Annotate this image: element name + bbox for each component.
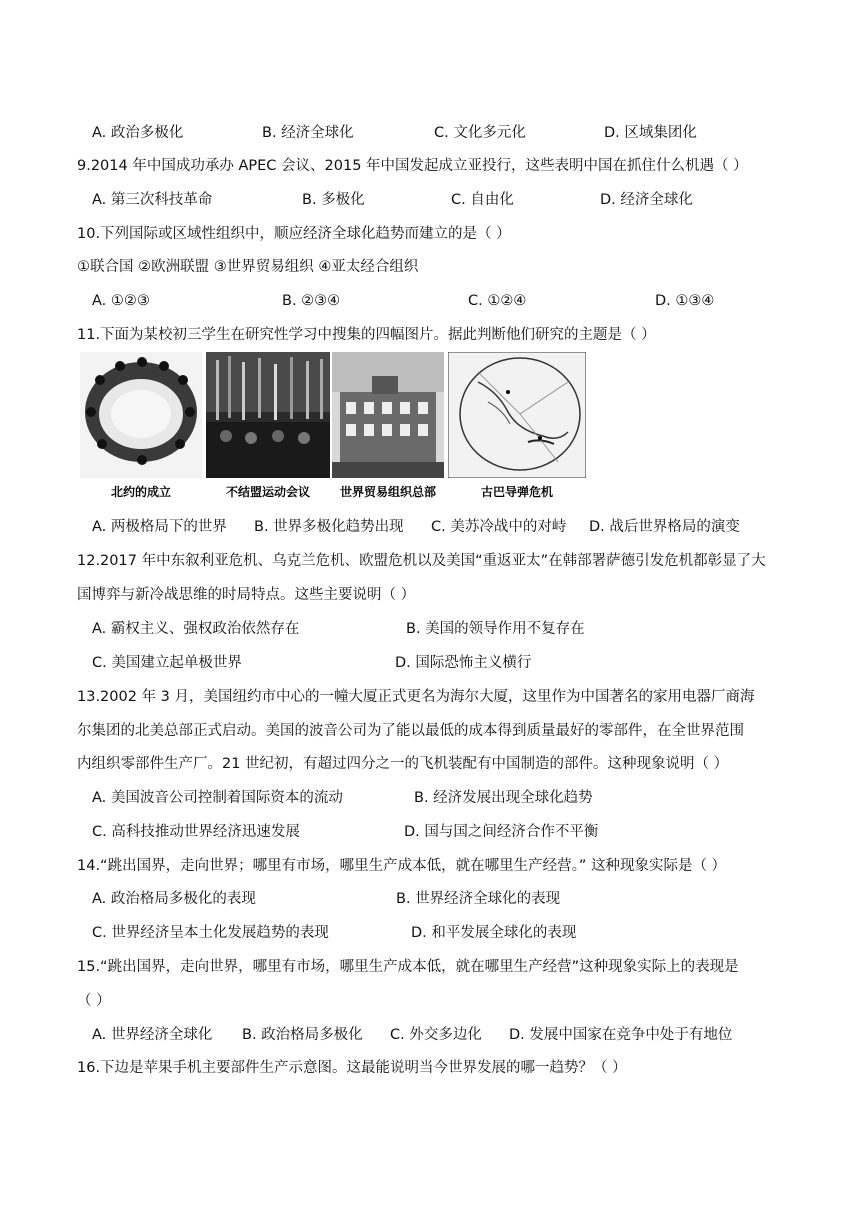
q14-stem: 14.“跳出国界，走向世界；哪里有市场，哪里生产成本低，就在哪里生产经营。” 这种现象实际是（ ） bbox=[77, 858, 727, 874]
q10-option-d[interactable]: D. ①③④ bbox=[655, 293, 715, 309]
q8-option-d[interactable]: D. 区域集团化 bbox=[604, 125, 697, 141]
q13-option-c[interactable]: C. 高科技推动世界经济迅速发展 bbox=[92, 824, 300, 840]
q12-option-a[interactable]: A. 霸权主义、强权政治依然存在 bbox=[92, 621, 300, 637]
q13-option-d[interactable]: D. 国与国之间经济合作不平衡 bbox=[404, 824, 599, 840]
caption-nato: 北约的成立 bbox=[110, 485, 171, 499]
q10-option-a[interactable]: A. ①②③ bbox=[92, 293, 150, 309]
q13-option-b[interactable]: B. 经济发展出现全球化趋势 bbox=[414, 790, 593, 806]
q12-stem-line-2: 国博弈与新冷战思维的时局特点。这些主要说明（ ） bbox=[77, 587, 416, 603]
q13-stem-line-1: 13.2002 年 3 月，美国纽约市中心的一幢大厦正式更名为海尔大厦，这里作为中国著名的家用电器厂商海 bbox=[77, 689, 755, 705]
q12-stem-line-1: 12.2017 年中东叙利亚危机、乌克兰危机、欧盟危机以及美国“重返亚太”在韩部署萨德引发危机都彰显了大 bbox=[77, 553, 766, 569]
caption-cuba: 古巴导弹危机 bbox=[480, 485, 553, 499]
q9-option-a[interactable]: A. 第三次科技革命 bbox=[92, 192, 213, 208]
q15-option-d[interactable]: D. 发展中国家在竞争中处于有地位 bbox=[509, 1027, 733, 1043]
caption-non-aligned: 不结盟运动会议 bbox=[225, 485, 310, 499]
q11-option-d[interactable]: D. 战后世界格局的演变 bbox=[589, 519, 740, 535]
q13-stem-line-3: 内组织零部件生产厂。21 世纪初，有超过四分之一的飞机装配有中国制造的部件。这种现象说明（ ） bbox=[77, 756, 729, 772]
wto-building-image bbox=[332, 352, 444, 478]
q9-option-c[interactable]: C. 自由化 bbox=[451, 192, 514, 208]
cuba-map-image bbox=[448, 352, 586, 478]
q10-option-b[interactable]: B. ②③④ bbox=[282, 293, 341, 309]
nato-ring-image bbox=[80, 352, 202, 478]
q11-stem: 11.下面为某校初三学生在研究性学习中搜集的四幅图片。据此判断他们研究的主题是（ ） bbox=[77, 327, 656, 343]
q14-option-b[interactable]: B. 世界经济全球化的表现 bbox=[396, 891, 561, 907]
q12-option-d[interactable]: D. 国际恐怖主义横行 bbox=[395, 655, 532, 671]
q11-option-a[interactable]: A. 两极格局下的世界 bbox=[92, 519, 227, 535]
q13-stem-line-2: 尔集团的北美总部正式启动。美国的波音公司为了能以最低的成本得到质量最好的零部件，在全世界范围 bbox=[77, 723, 744, 739]
photo-wto-headquarters bbox=[332, 352, 444, 502]
q12-option-b[interactable]: B. 美国的领导作用不复存在 bbox=[406, 621, 585, 637]
q8-option-b[interactable]: B. 经济全球化 bbox=[262, 125, 354, 141]
q10-stem: 10.下列国际或区域性组织中，顺应经济全球化趋势而建立的是（ ） bbox=[77, 226, 511, 242]
q11-photo-strip bbox=[80, 352, 590, 502]
q15-option-c[interactable]: C. 外交多边化 bbox=[390, 1027, 482, 1043]
q15-stem-line-2: （ ） bbox=[77, 993, 111, 1009]
q14-option-d[interactable]: D. 和平发展全球化的表现 bbox=[411, 925, 577, 941]
q8-option-a[interactable]: A. 政治多极化 bbox=[92, 125, 184, 141]
q15-option-a[interactable]: A. 世界经济全球化 bbox=[92, 1027, 213, 1043]
photo-cuban-missile-crisis bbox=[448, 352, 586, 502]
q10-items: ①联合国 ②欧洲联盟 ③世界贸易组织 ④亚太经合组织 bbox=[77, 259, 419, 275]
q14-option-c[interactable]: C. 世界经济呈本土化发展趋势的表现 bbox=[92, 925, 329, 941]
photo-nato-founding bbox=[80, 352, 202, 502]
q16-stem: 16.下边是苹果手机主要部件生产示意图。这最能说明当今世界发展的哪一趋势？（ ） bbox=[77, 1060, 627, 1076]
q14-option-a[interactable]: A. 政治格局多极化的表现 bbox=[92, 891, 256, 907]
q11-option-c[interactable]: C. 美苏冷战中的对峙 bbox=[431, 519, 567, 535]
q12-option-c[interactable]: C. 美国建立起单极世界 bbox=[92, 655, 242, 671]
q9-option-b[interactable]: B. 多极化 bbox=[302, 192, 365, 208]
q15-option-b[interactable]: B. 政治格局多极化 bbox=[242, 1027, 363, 1043]
q15-stem-line-1: 15.“跳出国界，走向世界，哪里有市场，哪里生产成本低，就在哪里生产经营”这种现象实际上的表现是 bbox=[77, 959, 739, 975]
q13-option-a[interactable]: A. 美国波音公司控制着国际资本的流动 bbox=[92, 790, 343, 806]
caption-wto: 世界贸易组织总部 bbox=[339, 485, 436, 499]
photo-non-aligned-meeting bbox=[206, 352, 330, 502]
q11-option-b[interactable]: B. 世界多极化趋势出现 bbox=[254, 519, 404, 535]
non-aligned-image bbox=[206, 352, 330, 478]
q8-option-c[interactable]: C. 文化多元化 bbox=[434, 125, 526, 141]
q10-option-c[interactable]: C. ①②④ bbox=[468, 293, 527, 309]
q9-stem: 9.2014 年中国成功承办 APEC 会议、2015 年中国发起成立亚投行，这些表明中国在抓住什么机遇（ ） bbox=[77, 158, 748, 174]
q9-option-d[interactable]: D. 经济全球化 bbox=[600, 192, 693, 208]
